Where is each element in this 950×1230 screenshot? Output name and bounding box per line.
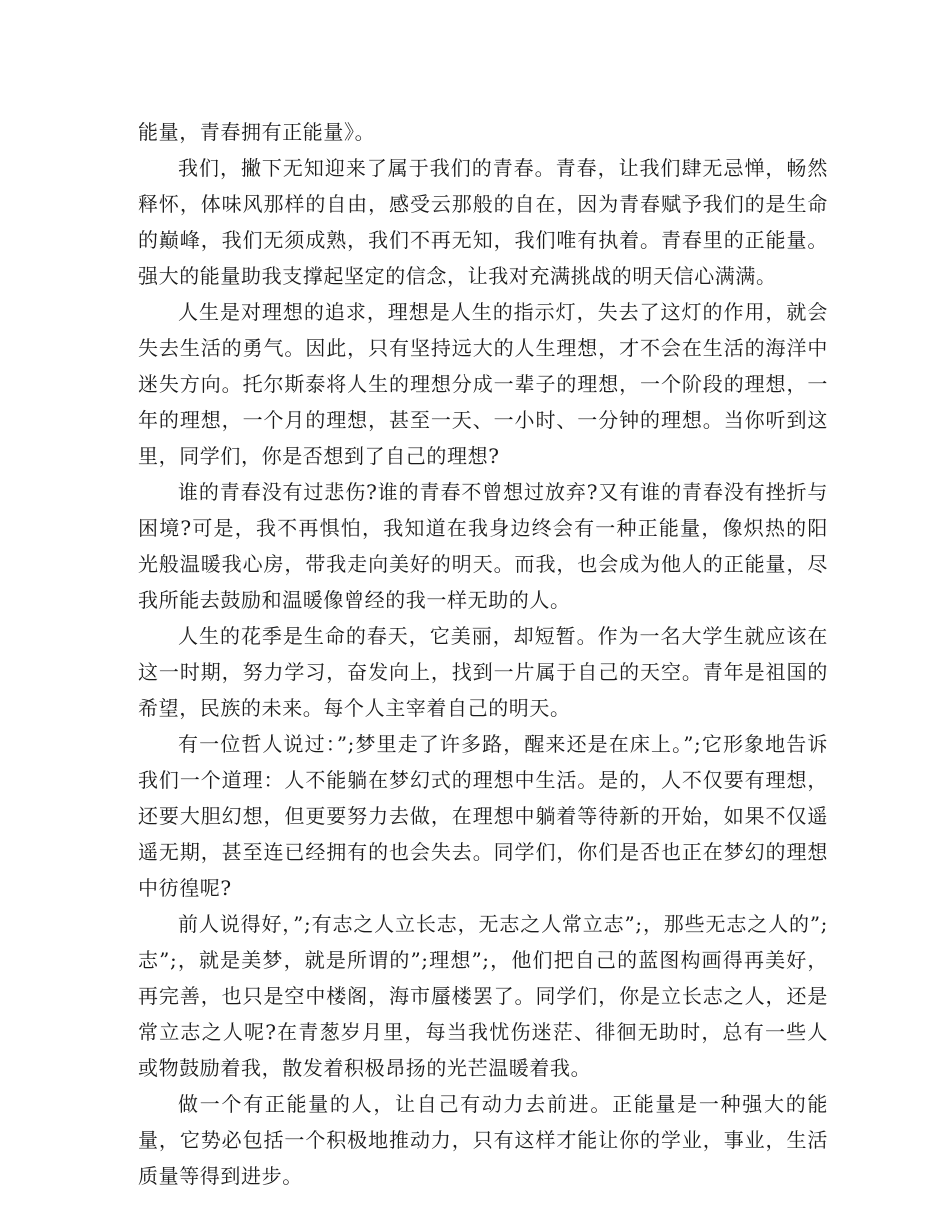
paragraph-2: 我们，撇下无知迎来了属于我们的青春。青春，让我们肆无忌惮，畅然释怀，体味风那样的自由，感受云那般的自在，因为青春赋予我们的是生命的巅峰，我们无须成熟，我们不再无知，我们唯有执着。青春里的正能量。强大的能量助我支撑起坚定的信念，让我对充满挑战的明天信心满满。 <box>138 156 828 288</box>
paragraph-7: 前人说得好，”;有志之人立长志，无志之人常立志”;，那些无志之人的”;志”;，就是美梦，就是所谓的”;理想”;，他们把自己的蓝图构画得再美好，再完善，也只是空中楼阁，海市蜃楼罢了。同学们，你是立长志之人，还是常立志之人呢?在青葱岁月里，每当我忧伤迷茫、徘徊无助时，总有一些人或物鼓励着我，散发着积极昂扬的光芒温暖着我。 <box>138 912 828 1080</box>
paragraph-5: 人生的花季是生命的春天，它美丽，却短暂。作为一名大学生就应该在这一时期，努力学习，奋发向上，找到一片属于自己的天空。青年是祖国的希望，民族的未来。每个人主宰着自己的明天。 <box>138 624 828 720</box>
document-body <box>138 114 828 1194</box>
paragraph-6: 有一位哲人说过：”;梦里走了许多路，醒来还是在床上。”;它形象地告诉我们一个道理：人不能躺在梦幻式的理想中生活。是的，人不仅要有理想，还要大胆幻想，但更要努力去做，在理想中躺着等待新的开始，如果不仅遥遥无期，甚至连已经拥有的也会失去。同学们，你们是否也正在梦幻的理想中彷徨呢? <box>138 732 828 900</box>
paragraph-8: 做一个有正能量的人，让自己有动力去前进。正能量是一种强大的能量，它势必包括一个积极地推动力，只有这样才能让你的学业，事业，生活质量等得到进步。 <box>138 1092 828 1188</box>
paragraph-1: 能量，青春拥有正能量》。 <box>138 120 376 144</box>
paragraph-3: 人生是对理想的追求，理想是人生的指示灯，失去了这灯的作用，就会失去生活的勇气。因此，只有坚持远大的人生理想，才不会在生活的海洋中迷失方向。托尔斯泰将人生的理想分成一辈子的理想，一个阶段的理想，一年的理想，一个月的理想，甚至一天、一小时、一分钟的理想。当你听到这里，同学们，你是否想到了自己的理想? <box>138 300 828 468</box>
paragraph-4: 谁的青春没有过悲伤?谁的青春不曾想过放弃?又有谁的青春没有挫折与困境?可是，我不再惧怕，我知道在我身边终会有一种正能量，像炽热的阳光般温暖我心房，带我走向美好的明天。而我，也会成为他人的正能量，尽我所能去鼓励和温暖像曾经的我一样无助的人。 <box>138 480 828 612</box>
